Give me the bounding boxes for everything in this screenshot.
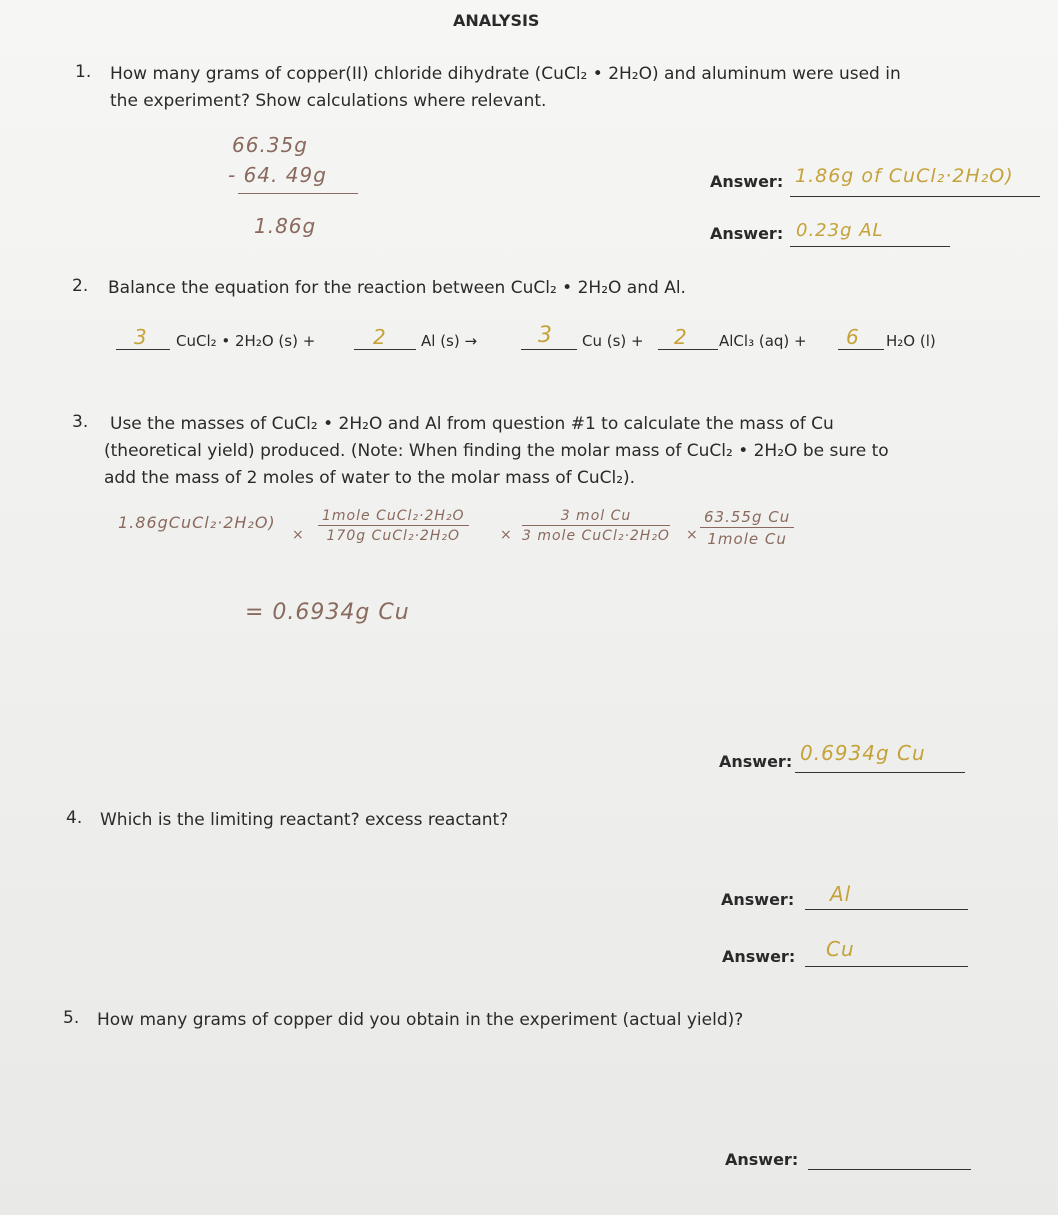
q2-term-4: AlCl₃ (aq) + xyxy=(719,332,807,350)
q1-answer-label-2: Answer: xyxy=(710,224,784,243)
q1-work-line1: 66.35g xyxy=(232,133,308,157)
q3-fraction-1 xyxy=(318,508,469,544)
q2-blank-4[interactable] xyxy=(658,349,718,350)
q1-work-rule xyxy=(238,193,358,194)
q3-fraction-3-numerator: 63.55g Cu xyxy=(700,508,794,528)
q2-coef-5: 6 xyxy=(846,325,860,349)
q3-times-3: × xyxy=(686,527,699,543)
q3-fraction-2-denominator: 3 mole CuCl₂·2H₂O xyxy=(522,528,670,544)
q1-answer-1: 1.86g of CuCl₂·2H₂O) xyxy=(795,165,1014,187)
q5-answer-line[interactable] xyxy=(808,1169,971,1170)
q2-blank-3[interactable] xyxy=(521,349,577,350)
q2-coef-2: 2 xyxy=(373,325,387,349)
q3-fraction-3 xyxy=(700,508,794,548)
q4-answer-1: Al xyxy=(830,882,852,906)
q1-answer-2: 0.23g AL xyxy=(796,220,884,241)
q3-fraction-1-numerator: 1mole CuCl₂·2H₂O xyxy=(318,508,469,526)
q1-text-line2: the experiment? Show calculations where relevant. xyxy=(110,91,547,111)
q4-answer-label-1: Answer: xyxy=(721,890,795,909)
q2-term-2: Al (s) → xyxy=(421,332,478,350)
q3-work-start: 1.86gCuCl₂·2H₂O) xyxy=(118,513,276,532)
q5-answer-label: Answer: xyxy=(725,1150,799,1169)
q2-term-3: Cu (s) + xyxy=(582,332,644,350)
q2-number: 2. xyxy=(72,276,89,296)
q3-text-line1: Use the masses of CuCl₂ • 2H₂O and Al from question #1 to calculate the mass of Cu xyxy=(110,414,834,434)
q3-answer-line[interactable] xyxy=(795,772,965,773)
q4-number: 4. xyxy=(66,808,83,828)
q3-answer-label: Answer: xyxy=(719,752,793,771)
q3-number: 3. xyxy=(72,412,89,432)
q2-term-5: H₂O (l) xyxy=(886,332,936,350)
q3-answer: 0.6934g Cu xyxy=(800,741,926,765)
q3-text-line2: (theoretical yield) produced. (Note: When finding the molar mass of CuCl₂ • 2H₂O be sure to xyxy=(104,441,889,461)
q2-coef-3: 3 xyxy=(538,323,553,348)
q4-answer-line-1[interactable] xyxy=(805,909,968,910)
q1-text-line1: How many grams of copper(II) chloride dihydrate (CuCl₂ • 2H₂O) and aluminum were used in xyxy=(110,64,901,84)
q5-text: How many grams of copper did you obtain in the experiment (actual yield)? xyxy=(97,1010,744,1030)
q1-number: 1. xyxy=(75,62,92,82)
q2-term-1: CuCl₂ • 2H₂O (s) + xyxy=(176,332,316,350)
q3-fraction-1-denominator: 170g CuCl₂·2H₂O xyxy=(326,528,461,544)
q1-work-line2: - 64. 49g xyxy=(228,163,327,187)
q4-answer-line-2[interactable] xyxy=(805,966,968,967)
q1-work-result: 1.86g xyxy=(254,214,317,238)
q3-times-1: × xyxy=(292,527,305,543)
q3-fraction-3-denominator: 1mole Cu xyxy=(707,530,787,548)
q3-work-result: = 0.6934g Cu xyxy=(245,600,410,625)
q2-text: Balance the equation for the reaction between CuCl₂ • 2H₂O and Al. xyxy=(108,278,686,298)
q1-answer-line-2[interactable] xyxy=(790,246,950,247)
q3-fraction-2 xyxy=(522,508,670,544)
q2-blank-1[interactable] xyxy=(116,349,170,350)
q3-text-line3: add the mass of 2 moles of water to the molar mass of CuCl₂). xyxy=(104,468,636,488)
q2-coef-4: 2 xyxy=(674,325,688,349)
q2-coef-1: 3 xyxy=(134,325,148,349)
q3-fraction-2-numerator: 3 mol Cu xyxy=(522,508,670,526)
q1-answer-line-1[interactable] xyxy=(790,196,1040,197)
q4-text: Which is the limiting reactant? excess reactant? xyxy=(100,810,509,830)
q4-answer-label-2: Answer: xyxy=(722,947,796,966)
q4-answer-2: Cu xyxy=(826,937,855,961)
q1-answer-label-1: Answer: xyxy=(710,172,784,191)
q5-number: 5. xyxy=(63,1008,80,1028)
q3-times-2: × xyxy=(500,527,513,543)
q2-blank-2[interactable] xyxy=(354,349,416,350)
q2-blank-5[interactable] xyxy=(838,349,884,350)
page-title: ANALYSIS xyxy=(453,11,540,30)
